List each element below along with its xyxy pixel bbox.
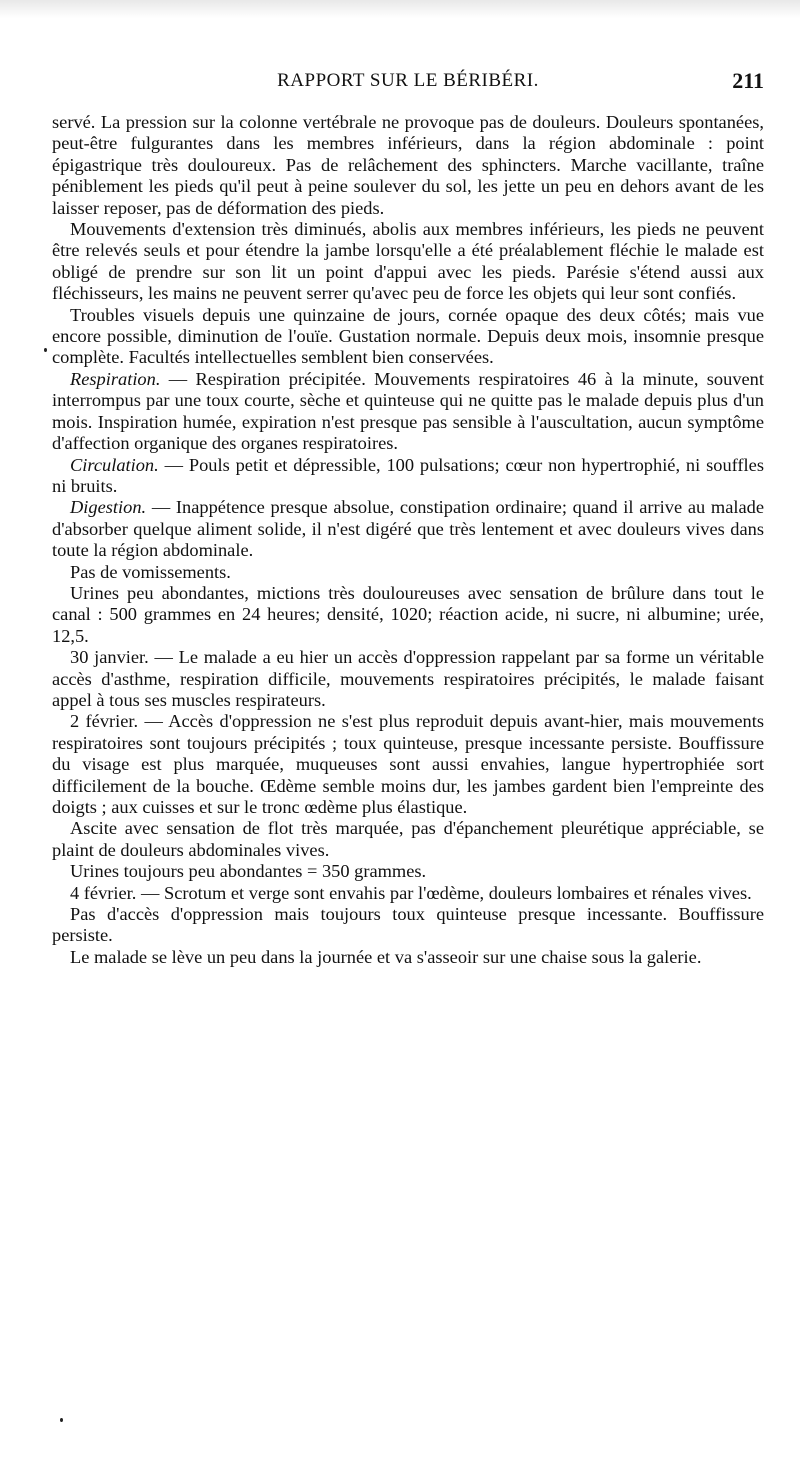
paragraph-digestion	[52, 497, 764, 561]
paragraph	[52, 112, 764, 219]
paragraph	[52, 947, 764, 968]
paragraph-text: Troubles visuels depuis une quinzaine de jours, cornée opaque des deux côtés; mais vue encore possible, diminution de l'ouïe. Gustation normale. Depuis deux mois, insomnie presque complète. Facultés intellectuelles semblent bien conservées.	[52, 304, 764, 368]
paragraph	[52, 305, 764, 369]
paragraph	[52, 861, 764, 882]
scan-edge	[0, 0, 800, 18]
paragraph-text: 2 février. — Accès d'oppression ne s'est plus reproduit depuis avant-hier, mais mouvements respiratoires sont toujours précipités ; toux quinteuse, presque incessante persiste. Bouffissure du visage est plus marquée, muqueuses sont aussi envahies, langue hypertrophiée sort difficilement de la bouche. Œdème semble moins dur, les jambes gardent bien l'empreinte des doigts ; aux cuisses et sur le tronc œdème plus élastique.	[52, 711, 764, 817]
paragraph-text: 30 janvier. — Le malade a eu hier un accès d'oppression rappelant par sa forme un véritable accès d'asthme, respiration difficile, mouvements respiratoires précipités, le malade faisant appel à tous ses muscles respirateurs.	[52, 647, 764, 710]
paragraph	[52, 647, 764, 711]
paragraph-lead: Digestion.	[70, 497, 147, 518]
paragraph	[52, 883, 764, 904]
paragraph-text: Mouvements d'extension très diminués, abolis aux membres inférieurs, les pieds ne peuvent être relevés seuls et pour étendre la jambe lorsqu'elle a été préalablement fléchie le malade est obligé de prendre sur son lit un point d'appui avec les pieds. Parésie s'étend aussi aux fléchisseurs, les mains ne peuvent serrer qu'avec peu de force les objets qui leur sont confiés.	[52, 219, 764, 304]
paragraph-text: — Pouls petit et dépressible, 100 pulsations; cœur non hypertrophié, ni souffles ni bruits.	[52, 454, 764, 496]
paragraph	[52, 818, 764, 861]
paragraph-text: Urines toujours peu abondantes = 350 grammes.	[70, 861, 427, 882]
paragraph-lead: Circulation.	[70, 454, 159, 475]
ink-speck	[60, 1418, 63, 1422]
page-number: 211	[732, 68, 764, 93]
paragraph-text: servé. La pression sur la colonne vertébrale ne provoque pas de douleurs. Douleurs spontanées, peut-être fulgurantes dans les membres inférieurs, dans la région abdominale : point épigastrique très douloureux. Pas de relâchement des sphincters. Marche vacillante, traîne péniblement les pieds qu'il peut à peine soulever du sol, les jette un peu en dehors avant de les laisser reposer, pas de déformation des pieds.	[52, 112, 764, 218]
paragraph	[52, 583, 764, 647]
body-text	[52, 112, 764, 968]
paragraph-text: Ascite avec sensation de flot très marquée, pas d'épanchement pleurétique appréciable, se plaint de douleurs abdominales vives.	[52, 818, 764, 860]
paragraph	[52, 219, 764, 305]
paragraph-text: Pas de vomissements.	[70, 561, 231, 582]
paragraph-circulation	[52, 455, 764, 498]
ink-speck	[44, 348, 47, 352]
paragraph-lead: Respiration.	[70, 368, 161, 389]
running-head: RAPPORT SUR LE BÉRIBÉRI.	[277, 70, 539, 91]
paragraph	[52, 904, 764, 947]
paragraph-text: — Respiration précipitée. Mouvements respiratoires 46 à la minute, souvent interrompus par une toux courte, sèche et quinteuse qui ne quitte pas le malade depuis plus d'un mois. Inspiration humée, expiration n'est presque pas sensible à l'auscultation, aucun symptôme d'affection organique des organes respiratoires.	[52, 368, 764, 454]
page-header	[52, 70, 764, 96]
paragraph-text: Pas d'accès d'oppression mais toujours toux quinteuse presque incessante. Bouffissure persiste.	[52, 904, 764, 946]
paragraph-text: 4 février. — Scrotum et verge sont envahis par l'œdème, douleurs lombaires et rénales vives.	[70, 882, 752, 903]
paragraph	[52, 711, 764, 818]
paragraph-text: Le malade se lève un peu dans la journée et va s'asseoir sur une chaise sous la galerie.	[70, 946, 702, 967]
paragraph-text: Urines peu abondantes, mictions très douloureuses avec sensation de brûlure dans tout le canal : 500 grammes en 24 heures; densité, 1020; réaction acide, ni sucre, ni albumine; urée, 12,5.	[52, 582, 764, 646]
paragraph	[52, 562, 764, 583]
paragraph-respiration	[52, 369, 764, 455]
paragraph-text: — Inappétence presque absolue, constipation ordinaire; quand il arrive au malade d'absorber quelque aliment solide, il n'est digéré que très lentement et avec douleurs vives dans toute la région abdominale.	[52, 497, 764, 561]
